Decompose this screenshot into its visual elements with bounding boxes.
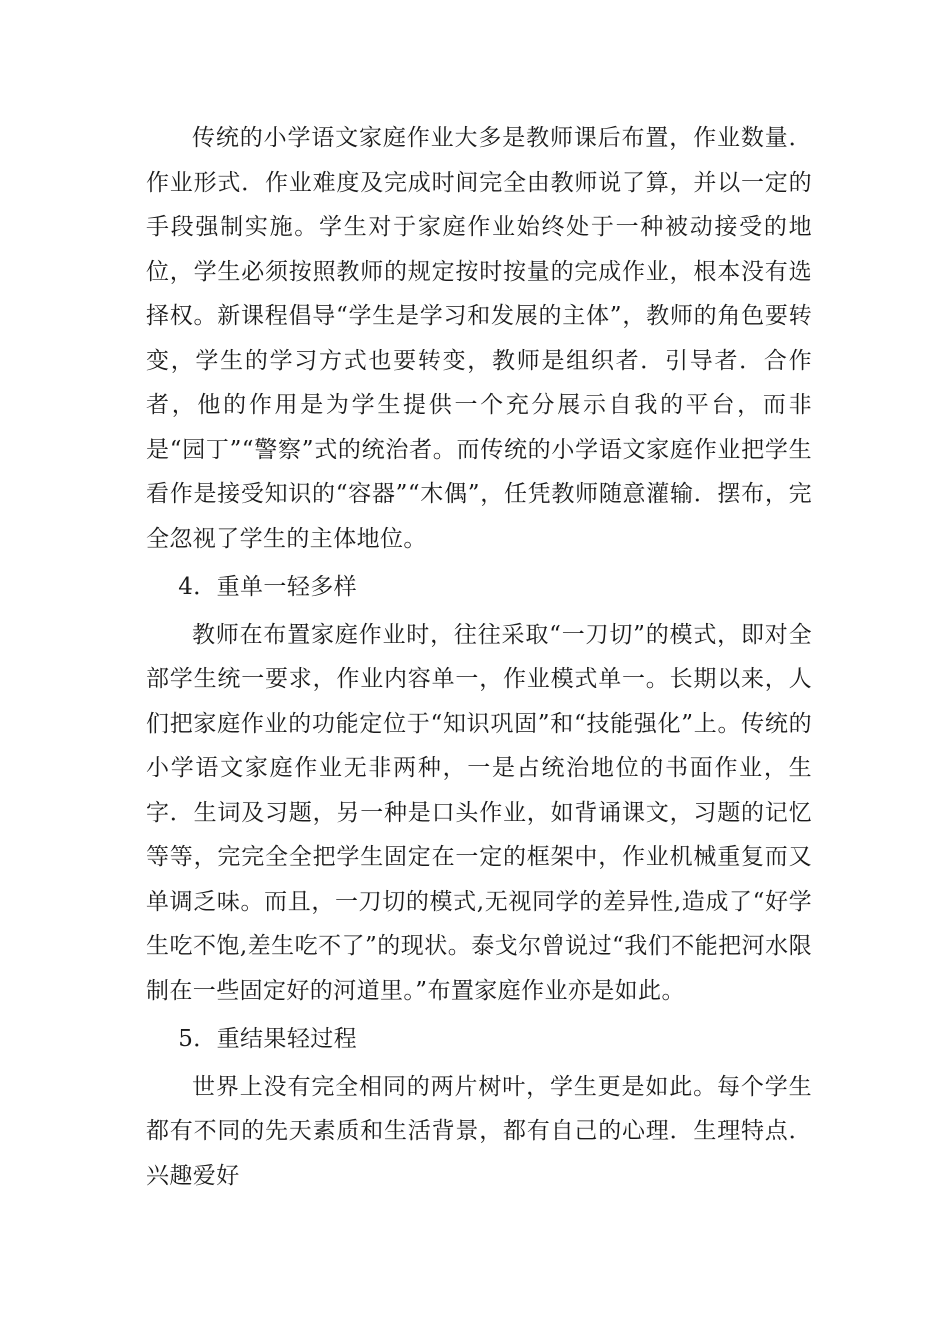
paragraph-individual-differences: 世界上没有完全相同的两片树叶，学生更是如此。每个学生都有不同的先天素质和生活背景，都有自己的心理．生理特点．兴趣爱好 <box>146 1073 812 1189</box>
paragraph-uniform-homework: 教师在布置家庭作业时，往往采取“一刀切”的模式，即对全部学生统一要求，作业内容单一，作业模式单一。长期以来，人们把家庭作业的功能定位于“知识巩固”和“技能强化”上。传统的小学语文家庭作业无非两种，一是占统治地位的书面作业，生字．生词及习题，另一种是口头作业，如背诵课文，习题的记忆等等，完完全全把学生固定在一定的框架中，作业机械重复而又单调乏味。而且，一刀切的模式,无视同学的差异性,造成了“好学生吃不饱,差生吃不了”的现状。泰戈尔曾说过“我们不能把河水限制在一些固定好的河道里。”布置家庭作业亦是如此。 <box>146 621 812 1004</box>
section-heading-4: 4．重单一轻多样 <box>178 574 358 600</box>
paragraph-student-role: 传统的小学语文家庭作业大多是教师课后布置，作业数量．作业形式．作业难度及完成时间完全由教师说了算，并以一定的手段强制实施。学生对于家庭作业始终处于一种被动接受的地位，学生必须按照教师的规定按时按量的完成作业，根本没有选择权。新课程倡导“学生是学习和发展的主体”，教师的角色要转变，学生的学习方式也要转变，教师是组织者．引导者．合作者，他的作用是为学生提供一个充分展示自我的平台，而非是“园丁”“警察”式的统治者。而传统的小学语文家庭作业把学生看作是接受知识的“容器”“木偶”，任凭教师随意灌输．摆布，完全忽视了学生的主体地位。 <box>146 125 812 552</box>
document-body <box>146 116 812 1198</box>
section-heading-5: 5．重结果轻过程 <box>178 1026 358 1052</box>
